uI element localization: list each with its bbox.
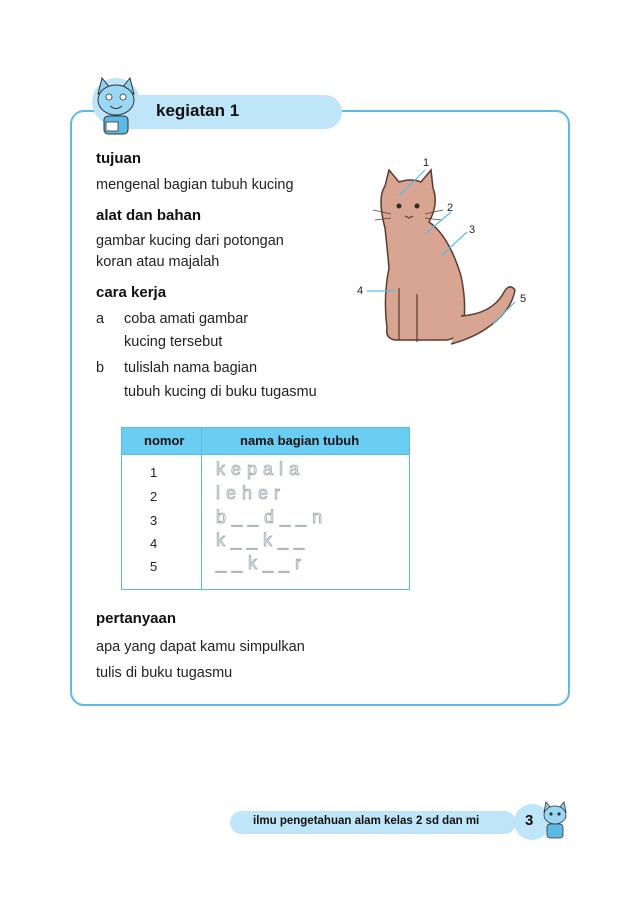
cat-label-3: 3 (469, 224, 476, 236)
cat-label-1: 1 (423, 157, 430, 169)
traced-answer: k__k__ (216, 530, 311, 550)
cat-mascot-small-icon (538, 800, 572, 842)
row-number: 3 (150, 513, 158, 528)
traced-answer: leher (216, 483, 287, 503)
cat-label-2: 2 (447, 202, 454, 214)
table-header (122, 428, 409, 455)
step-b-line2: tubuh kucing di buku tugasmu (124, 384, 317, 400)
pertanyaan-line2: tulis di buku tugasmu (96, 665, 233, 681)
cat-illustration (355, 148, 555, 370)
cat-label-4: 4 (357, 285, 364, 297)
step-a-line2: kucing tersebut (124, 334, 223, 350)
traced-answer: __k__r (216, 553, 308, 573)
step-a-line1: coba amati gambar (124, 311, 249, 327)
table-divider (201, 428, 202, 589)
row-number: 1 (150, 465, 158, 480)
cara-heading: cara kerja (96, 284, 167, 301)
step-b-line1: tulislah nama bagian (124, 360, 258, 376)
footer-book-title: ilmu pengetahuan alam kelas 2 sd dan mi (253, 815, 480, 827)
traced-answer: b__d__n (216, 507, 329, 527)
body-parts-table (121, 427, 410, 590)
cat-label-5: 5 (520, 293, 527, 305)
column-nomor: nomor (144, 433, 185, 448)
tujuan-text: mengenal bagian tubuh kucing (96, 177, 294, 193)
cat-mascot-icon (84, 72, 148, 138)
row-number: 5 (150, 559, 158, 574)
tujuan-heading: tujuan (96, 150, 141, 167)
traced-answer: kepala (216, 459, 306, 479)
pertanyaan-heading: pertanyaan (96, 610, 177, 627)
step-b-letter: b (96, 360, 105, 376)
row-number: 4 (150, 536, 158, 551)
row-number: 2 (150, 489, 158, 504)
page-number: 3 (525, 812, 534, 829)
alat-text-line2: koran atau majalah (96, 254, 220, 270)
pertanyaan-line1: apa yang dapat kamu simpulkan (96, 639, 305, 655)
alat-heading: alat dan bahan (96, 207, 202, 224)
activity-title: kegiatan 1 (156, 101, 240, 120)
alat-text-line1: gambar kucing dari potongan (96, 233, 284, 249)
column-nama: nama bagian tubuh (240, 433, 360, 448)
step-a-letter: a (96, 311, 105, 327)
